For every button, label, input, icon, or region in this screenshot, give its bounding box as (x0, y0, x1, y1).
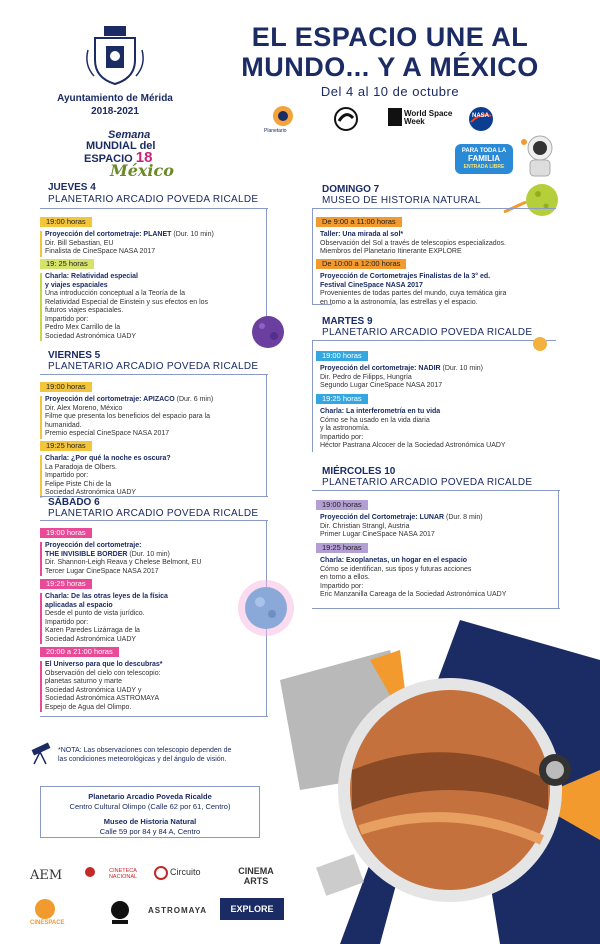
sponsor-logos (30, 860, 290, 940)
partner-logos (264, 104, 508, 134)
time-badge: 19:00 horas (316, 351, 368, 361)
cineteca-icon (84, 866, 96, 878)
telescope-note: *NOTA: Las observaciones con telescopio dependen de las condiciones meteorológicas y del ángulo de visión. (58, 747, 232, 763)
aem-logo: AEM (30, 868, 63, 883)
sabado-event-1: 19:00 horas Proyección del cortometraje: THE INVISIBLE BORDER (Dur. 10 min) Dir. Shannon-Leigh Reava y Chelese Belmont, EU Tercer Lugar CineSpace NASA 2017 (40, 522, 264, 576)
sociedad-astronomica-icon (108, 898, 132, 926)
jueves-event-2: 19: 25 horas Charla: Relatividad especial y viajes espaciales Una introducción conceptual a la Teoría de la Relatividad Especial de Einstein y sus efectos en los futuros viajes espaciales. Impartido por: Pedro Mex Carrillo de la Sociedad Astronómica UADY (40, 253, 264, 341)
time-badge: 19:25 horas (40, 579, 92, 589)
event-dates: Del 4 al 10 de octubre (320, 84, 460, 99)
time-badge: 19:00 horas (40, 217, 92, 227)
martes-venue: PLANETARIO ARCADIO POVEDA RICALDE (322, 327, 533, 338)
jueves-day: JUEVES 4 (48, 182, 96, 193)
time-badge: 19:25 horas (316, 543, 368, 553)
viernes-event-1: 19:00 horas Proyección del cortometraje: APIZACO (Dur. 6 min) Dir. Alex Moreno, México Filme que presenta los beneficios del espacio para la humanidad. Premio especial CineSpace NASA 2017 (40, 376, 264, 439)
sabado-event-3: 20:00 a 21:00 horas El Universo para que lo descubras* Observación del cielo con telescopio: planetas saturno y marte Sociedad Astronómica UADY y Sociedad Astronómica ASTROMAYA Espejo de Agua del Olimpo. (40, 641, 264, 712)
nasa-logo-icon (468, 106, 494, 132)
nasa-logo-label: NASA (472, 113, 490, 119)
time-badge: 19:00 horas (40, 528, 92, 538)
viernes-venue: PLANETARIO ARCADIO POVEDA RICALDE (48, 361, 259, 372)
time-badge: De 9:00 a 11:00 horas (316, 217, 402, 227)
sabado-venue: PLANETARIO ARCADIO POVEDA RICALDE (48, 508, 259, 519)
world-space-week-label: World Space Week (404, 109, 453, 126)
miercoles-venue: PLANETARIO ARCADIO POVEDA RICALDE (322, 477, 533, 488)
time-badge: 19:00 horas (316, 500, 368, 510)
telescope-icon (28, 740, 56, 766)
small-sun-icon (530, 334, 550, 354)
sabado-event-2: 19:25 horas Charla: De las otras leyes de la física aplicadas al espacio Desde el punto de vista jurídico. Impartido por: Karen Paredes Lizárraga de la Sociedad Astronómica UADY (40, 573, 264, 644)
martes-event-1: 19:00 horas Proyección del cortometraje: NADIR (Dur. 10 min) Dir. Pedro de Filipps, Hungría Segundo Lugar CineSpace NASA 2017 (316, 345, 560, 391)
martes-event-2: 19:25 horas Charla: La interferometría en tu vida Cómo se ha usado en la vida diaria y la astronomía. Impartido por: Héctor Pastrana Alcocer de la Sociedad Astronómica UADY (316, 388, 560, 451)
planetario-logo-label: Planetario (264, 128, 287, 134)
domingo-venue: MUSEO DE HISTORIA NATURAL (322, 195, 481, 206)
circuito-logo: Circuito (170, 867, 201, 877)
miercoles-event-2: 19:25 horas Charla: Exoplanetas, un hogar en el espacio Cómo se identifican, sus tipos y futuras acciones en torno a ellos. Impartido por: Eric Manzanilla Careaga de la Sociedad Astronómica UADY (316, 537, 556, 600)
cineteca-logo: CINETECA NACIONAL (108, 868, 138, 880)
time-badge: De 10:00 a 12:00 horas (316, 259, 406, 269)
sabado-day: SÁBADO 6 (48, 497, 100, 508)
time-badge: 19:00 horas (40, 382, 92, 392)
time-badge: 19:25 horas (40, 441, 92, 451)
miercoles-day: MIÉRCOLES 10 (322, 466, 396, 477)
semana-mundial-logo: Semana MUNDIAL del ESPACIO 18 México (84, 129, 174, 180)
time-badge: 19:25 horas (316, 394, 368, 404)
time-badge: 19: 25 horas (40, 259, 94, 269)
viernes-day: VIERNES 5 (48, 350, 101, 361)
domingo-day: DOMINGO 7 (322, 184, 380, 195)
cinema-arts-logo: CINEMA ARTS (238, 866, 274, 886)
merida-crest-icon (80, 20, 150, 90)
family-badge: PARA TODA LA FAMILIA ENTRADA LIBRE (455, 144, 513, 174)
martes-day: MARTES 9 (322, 316, 373, 327)
jueves-venue: PLANETARIO ARCADIO POVEDA RICALDE (48, 194, 259, 205)
viernes-event-2: 19:25 horas Charla: ¿Por qué la noche es oscura? La Paradoja de Olbers. Impartido por: Felipe Piste Chi de la Sociedad Astronómica UADY (40, 435, 264, 498)
planet-purple-icon (250, 314, 286, 350)
galaxy-logo-icon (333, 106, 359, 132)
ayuntamiento-label: Ayuntamiento de Mérida 2018-2021 (57, 93, 173, 117)
explore-logo: EXPLORE (220, 898, 284, 920)
world-space-week-icon (388, 108, 402, 126)
astromaya-logo: ASTROMAYA (148, 906, 208, 915)
domingo-event-2: De 10:00 a 12:00 horas Proyección de Cortometrajes Finalistas de la 3° ed. Festival CineSpace NASA 2017 Provenientes de todas partes del mundo, cuya temática gira en torno a la astronomía, las estrellas y el espacio. (316, 253, 560, 307)
cinespace-logo: CINESPACE (30, 920, 65, 926)
venue-addresses: Planetario Arcadio Poveda Ricalde Centro Cultural Olimpo (Calle 62 por 61, Centro) Museo de Historia Natural Calle 59 por 84 y 84 A, Centro (40, 786, 260, 838)
astronaut-kid-icon (516, 130, 564, 178)
astronaut-helmet-illustration (280, 620, 600, 944)
page-title: EL ESPACIO UNE AL MUNDO... Y A MÉXICO (241, 22, 539, 82)
cinespace-icon (34, 898, 56, 920)
circuito-icon (154, 866, 168, 880)
jueves-event-1: 19:00 horas Proyección del cortometraje: PLANET (Dur. 10 min) Dir. Bill Sebastian, EU Finalista de CineSpace NASA 2017 (40, 211, 264, 257)
time-badge: 20:00 a 21:00 horas (40, 647, 119, 657)
miercoles-event-1: 19:00 horas Proyección del Cortometraje: LUNAR (Dur. 8 min) Dir. Christian Strangl, Austria Primer Lugar CineSpace NASA 2017 (316, 494, 556, 540)
domingo-event-1: De 9:00 a 11:00 horas Taller: Una mirada al sol* Observación del Sol a través de telescopios especializados. Miembros del Planetario Itinerante EXPLORE (316, 211, 560, 257)
